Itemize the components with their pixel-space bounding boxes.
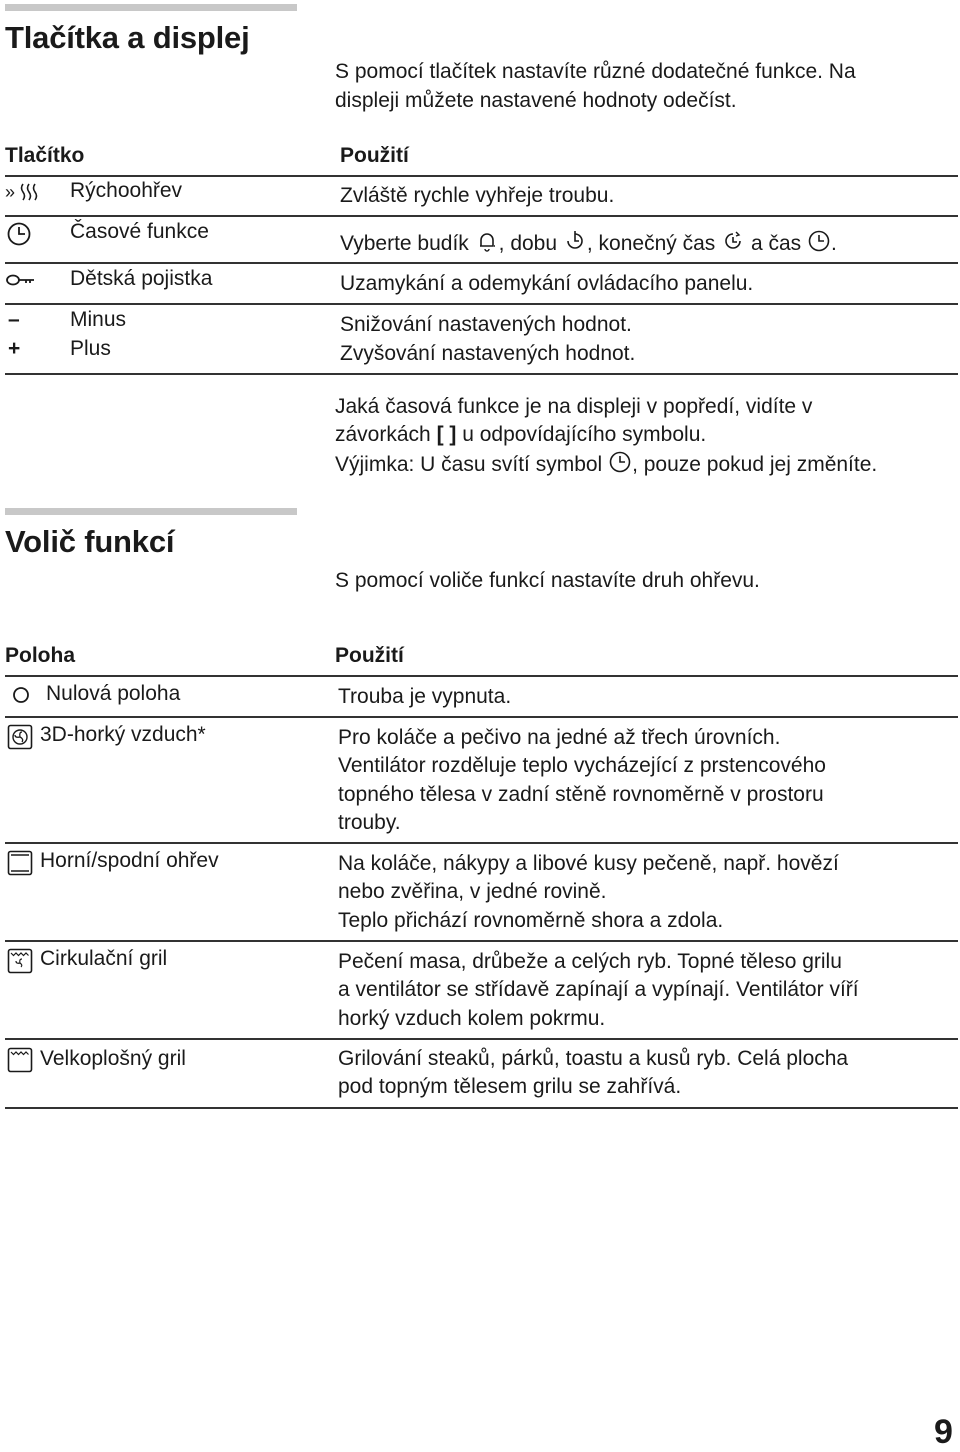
svg-text:»: » (5, 182, 16, 202)
section-divider-bar (5, 4, 297, 11)
usage-text: . (831, 232, 837, 255)
usage-text: a čas (750, 232, 802, 255)
section-intro: S pomocí voliče funkcí nastavíte druh ohřevu. (335, 569, 760, 592)
usage-time-functions (340, 229, 837, 259)
table-rule (5, 675, 958, 677)
table-rule (5, 1107, 958, 1109)
minus-icon: – (8, 308, 20, 331)
time-clock-icon (608, 450, 632, 474)
section-intro-line-1: S pomocí tlačítek nastavíte různé dodatečné funkce. Na (335, 60, 856, 83)
usage-text: , konečný čas (586, 232, 716, 255)
section-title-function-selector: Volič funkcí (5, 524, 175, 559)
large-grill-icon (7, 1047, 33, 1078)
position-label-top-bottom-heat: Horní/spodní ohřev (40, 849, 219, 872)
button-label-minus: Minus (70, 308, 127, 331)
note-line-3 (335, 450, 877, 480)
usage-plus: Zvyšování nastavených hodnot. (340, 342, 636, 365)
usage-line: Ventilátor rozděluje teplo vycházející z prstencového (338, 754, 826, 777)
usage-line: topného tělesa v zadní stěně rovnoměrně v prostoru (338, 783, 824, 806)
clock-icon (6, 221, 32, 252)
note-text: závorkách (335, 423, 431, 446)
usage-minus: Snižování nastavených hodnot. (340, 313, 632, 336)
usage-line: trouby. (338, 811, 401, 834)
button-label-plus: Plus (70, 337, 111, 360)
column-header-button: Tlačítko (5, 144, 85, 167)
note-text: , pouze pokud jej změníte. (632, 453, 878, 476)
rapid-heat-icon (5, 180, 45, 209)
usage-line: nebo zvěřina, v jedné rovině. (338, 880, 607, 903)
section-title-buttons-display: Tlačítka a displej (5, 20, 250, 55)
position-label-3d-hot-air: 3D-horký vzduch* (40, 723, 206, 746)
button-label-child-lock: Dětská pojistka (70, 267, 213, 290)
top-bottom-heat-icon (7, 850, 33, 881)
note-text: Výjimka: U času svítí symbol (335, 453, 603, 476)
usage-line: Grilování steaků, párků, toastu a kusů ryb. Celá plocha (338, 1047, 849, 1070)
table-rule (5, 373, 958, 375)
button-label-rapid-heat: Rýchoohřev (70, 179, 183, 202)
key-icon (5, 270, 37, 295)
usage-line: horký vzduch kolem pokrmu. (338, 1007, 606, 1030)
circulating-grill-icon (7, 948, 33, 979)
duration-icon (563, 229, 587, 253)
usage-text: , dobu (498, 232, 558, 255)
position-label-circulating-grill: Cirkulační gril (40, 947, 168, 970)
usage-line: Na koláče, nákypy a libové kusy pečeně, např. hovězí (338, 852, 839, 875)
zero-position-icon (12, 686, 30, 709)
hot-air-3d-icon (7, 724, 33, 755)
usage-text: Vyberte budík (340, 232, 469, 255)
usage-line: pod topným tělesem grilu se zahřívá. (338, 1075, 682, 1098)
usage-rapid-heat: Zvláště rychle vyhřeje troubu. (340, 184, 615, 207)
usage-line: Teplo přichází rovnoměrně shora a zdola. (338, 909, 724, 932)
column-header-usage: Použití (340, 144, 409, 167)
table-rule (5, 940, 958, 942)
table-rule (5, 215, 958, 217)
table-rule (5, 716, 958, 718)
section-divider-bar (5, 508, 297, 515)
usage-line: Pro koláče a pečivo na jedné až třech úrovních. (338, 726, 781, 749)
column-header-position: Poloha (5, 644, 76, 667)
time-clock-icon (807, 229, 831, 253)
usage-line: a ventilátor se střídavě zapínají a vypínají. Ventilátor víří (338, 978, 859, 1001)
table-rule (5, 842, 958, 844)
position-label-zero: Nulová poloha (46, 682, 181, 705)
note-text: u odpovídajícího symbolu. (462, 423, 707, 446)
note-line-1: Jaká časová funkce je na displeji v popředí, vidíte v (335, 395, 813, 418)
table-rule (5, 1038, 958, 1040)
column-header-usage: Použití (335, 644, 404, 667)
table-rule (5, 303, 958, 305)
position-label-large-grill: Velkoplošný gril (40, 1047, 186, 1070)
usage-line: Pečení masa, drůbeže a celých ryb. Topné těleso grilu (338, 950, 842, 973)
brackets-symbol: [ ] (436, 423, 457, 446)
page-number: 9 (934, 1413, 953, 1451)
section-intro-line-2: displeji můžete nastavené hodnoty odečíst. (335, 89, 737, 112)
usage-child-lock: Uzamykání a odemykání ovládacího panelu. (340, 272, 754, 295)
button-label-time-functions: Časové funkce (70, 220, 209, 243)
alarm-bell-icon (475, 229, 499, 253)
table-rule (5, 262, 958, 264)
plus-icon: + (8, 337, 21, 360)
note-line-2 (335, 421, 706, 450)
usage-line: Trouba je vypnuta. (338, 685, 512, 708)
end-time-icon (721, 229, 745, 253)
